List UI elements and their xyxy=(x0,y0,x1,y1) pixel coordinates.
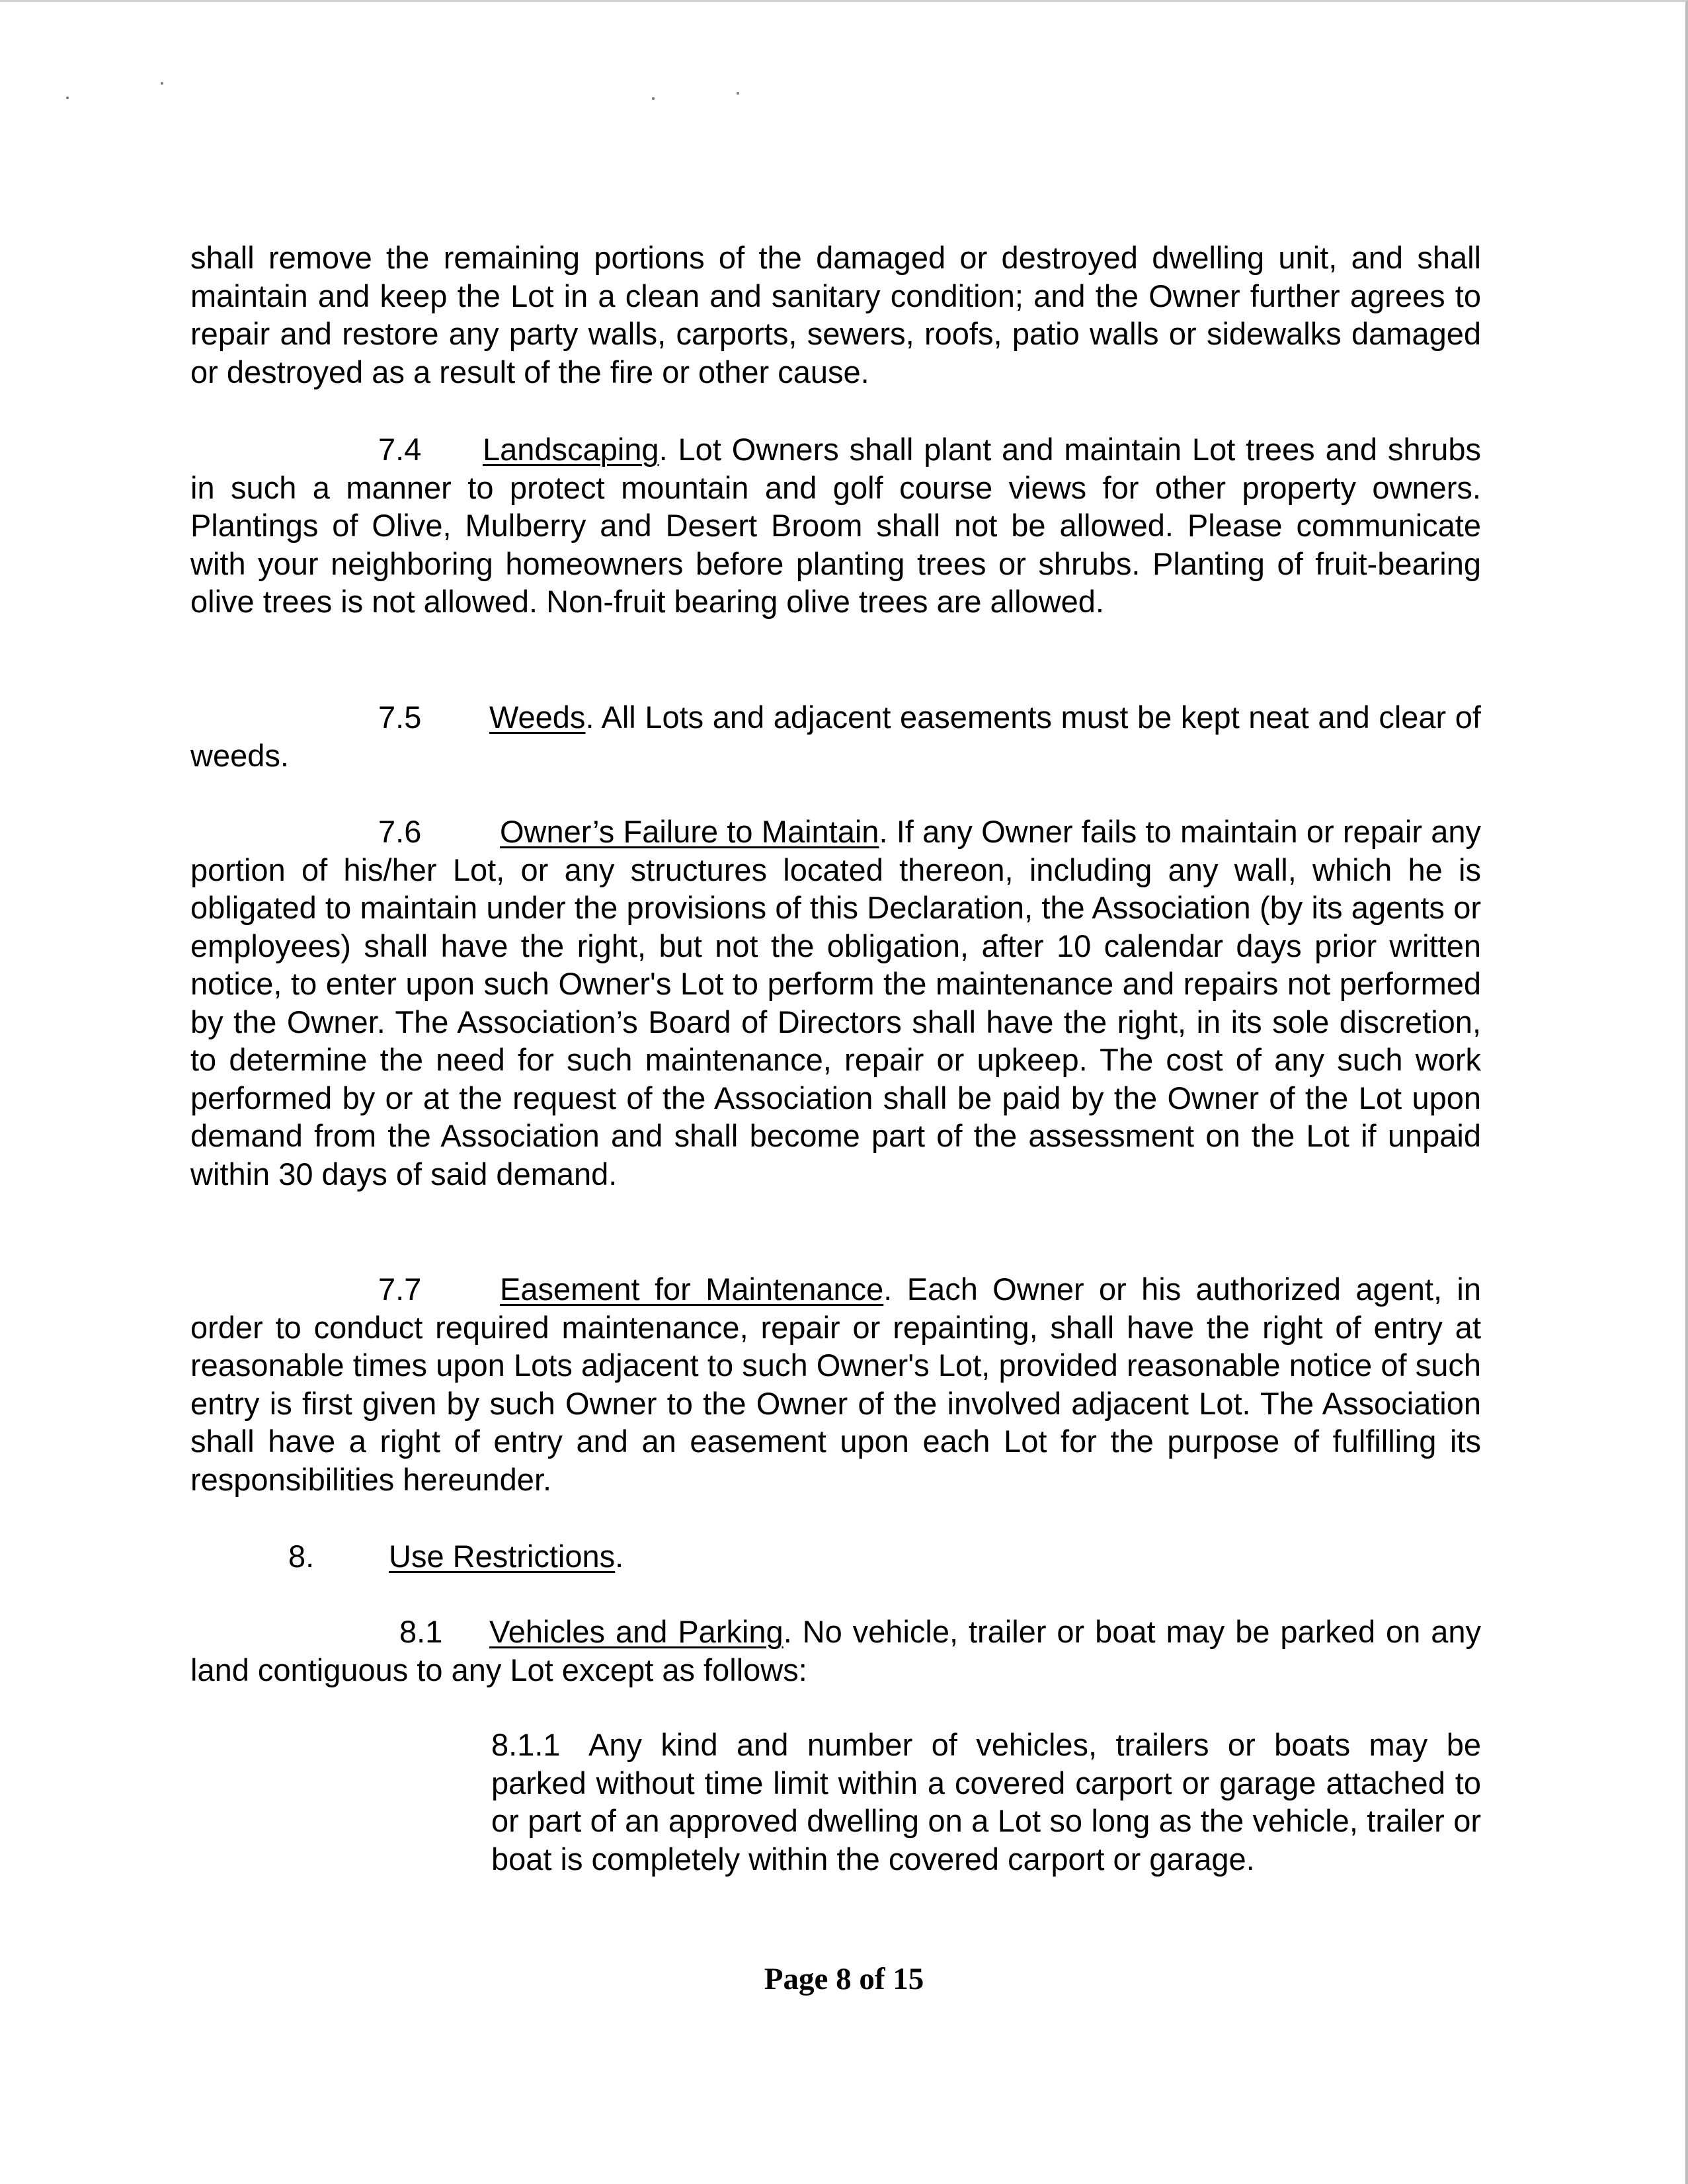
section-text: . All Lots and adjacent easements must be kept neat and clear of weeds. xyxy=(190,700,1481,773)
page-footer xyxy=(0,1961,1688,1998)
section-title-trail: . xyxy=(615,1539,624,1574)
paragraph-continuation xyxy=(190,239,1481,391)
section-text: Any kind and number of vehicles, trailers or boats may be parked without time limit within a covered carport or garage attached to or part of an approved dwelling on a Lot so long as the vehicle, trailer or boat is completely within the covered carport or garage. xyxy=(491,1727,1481,1877)
section-title: Use Restrictions xyxy=(389,1539,616,1574)
section-text: . If any Owner fails to maintain or repair any portion of his/her Lot, or any structures located thereon, including any wall, which he is obligated to maintain under the provisions of this Declaration, the Association (by its agents or employees) shall have the right, but not the obligation, after 10 calendar days prior written notice, to enter upon such Owner's Lot to perform the maintenance and repairs not performed by the Owner. The Association’s Board of Directors shall have the right, in its sole discretion, to determine the need for such maintenance, repair or upkeep. The cost of any such work performed by or at the request of the Association shall be paid by the Owner of the Lot upon demand from the Association and shall become part of the assessment on the Lot if unpaid within 30 days of said demand. xyxy=(190,814,1481,1192)
section-title: Owner’s Failure to Maintain xyxy=(500,814,879,849)
section-7-7 xyxy=(190,1270,1481,1498)
section-title: Vehicles and Parking xyxy=(489,1614,784,1649)
section-8-1 xyxy=(190,1613,1481,1689)
section-number: 8.1 xyxy=(399,1614,443,1649)
section-number: 7.4 xyxy=(378,432,422,467)
page-number-label: Page 8 of 15 xyxy=(764,1962,924,1996)
section-number: 8. xyxy=(288,1539,315,1574)
section-7-5 xyxy=(190,698,1481,774)
section-title: Weeds xyxy=(489,700,586,735)
section-text: . No vehicle, trailer or boat may be parked on any land contiguous to any Lot except as follows: xyxy=(190,1614,1482,1687)
section-number: 8.1.1 xyxy=(491,1727,561,1762)
scan-speck xyxy=(737,92,739,95)
section-number: 7.7 xyxy=(378,1272,422,1307)
scan-speck xyxy=(66,97,69,99)
section-number: 7.5 xyxy=(378,700,422,735)
section-number: 7.6 xyxy=(378,814,422,849)
scan-speck xyxy=(161,82,163,85)
section-7-6 xyxy=(190,813,1481,1193)
section-8-heading xyxy=(288,1537,623,1576)
section-7-4 xyxy=(190,430,1481,621)
section-text: . Each Owner or his authorized agent, in order to conduct required maintenance, repair or repainting, shall have the right of entry at reasonable times upon Lots adjacent to such Owner's Lot, provided reasonable notice of such entry is first given by such Owner to the Owner of the involved adjacent Lot. The Association shall have a right of entry and an easement upon each Lot for the purpose of fulfilling its responsibilities hereunder. xyxy=(190,1272,1481,1497)
section-title: Landscaping xyxy=(483,432,659,467)
section-text: . Lot Owners shall plant and maintain Lot trees and shrubs in such a manner to protect mountain and golf course views for other property owners. Plantings of Olive, Mulberry and Desert Broom shall not be allowed. Please communicate with your neighboring homeowners before planting trees or shrubs. Planting of fruit-bearing olive trees is not allowed. Non-fruit bearing olive trees are allowed. xyxy=(190,432,1481,619)
section-8-1-1 xyxy=(491,1726,1481,1878)
scan-speck xyxy=(652,97,655,100)
paragraph-continuation-text: shall remove the remaining portions of the damaged or destroyed dwelling unit, and shall maintain and keep the Lot in a clean and sanitary condition; and the Owner further agrees to repair and restore any party walls, carports, sewers, roofs, patio walls or sidewalks damaged or destroyed as a result of the fire or other cause. xyxy=(190,240,1481,389)
section-title: Easement for Maintenance xyxy=(500,1272,884,1307)
